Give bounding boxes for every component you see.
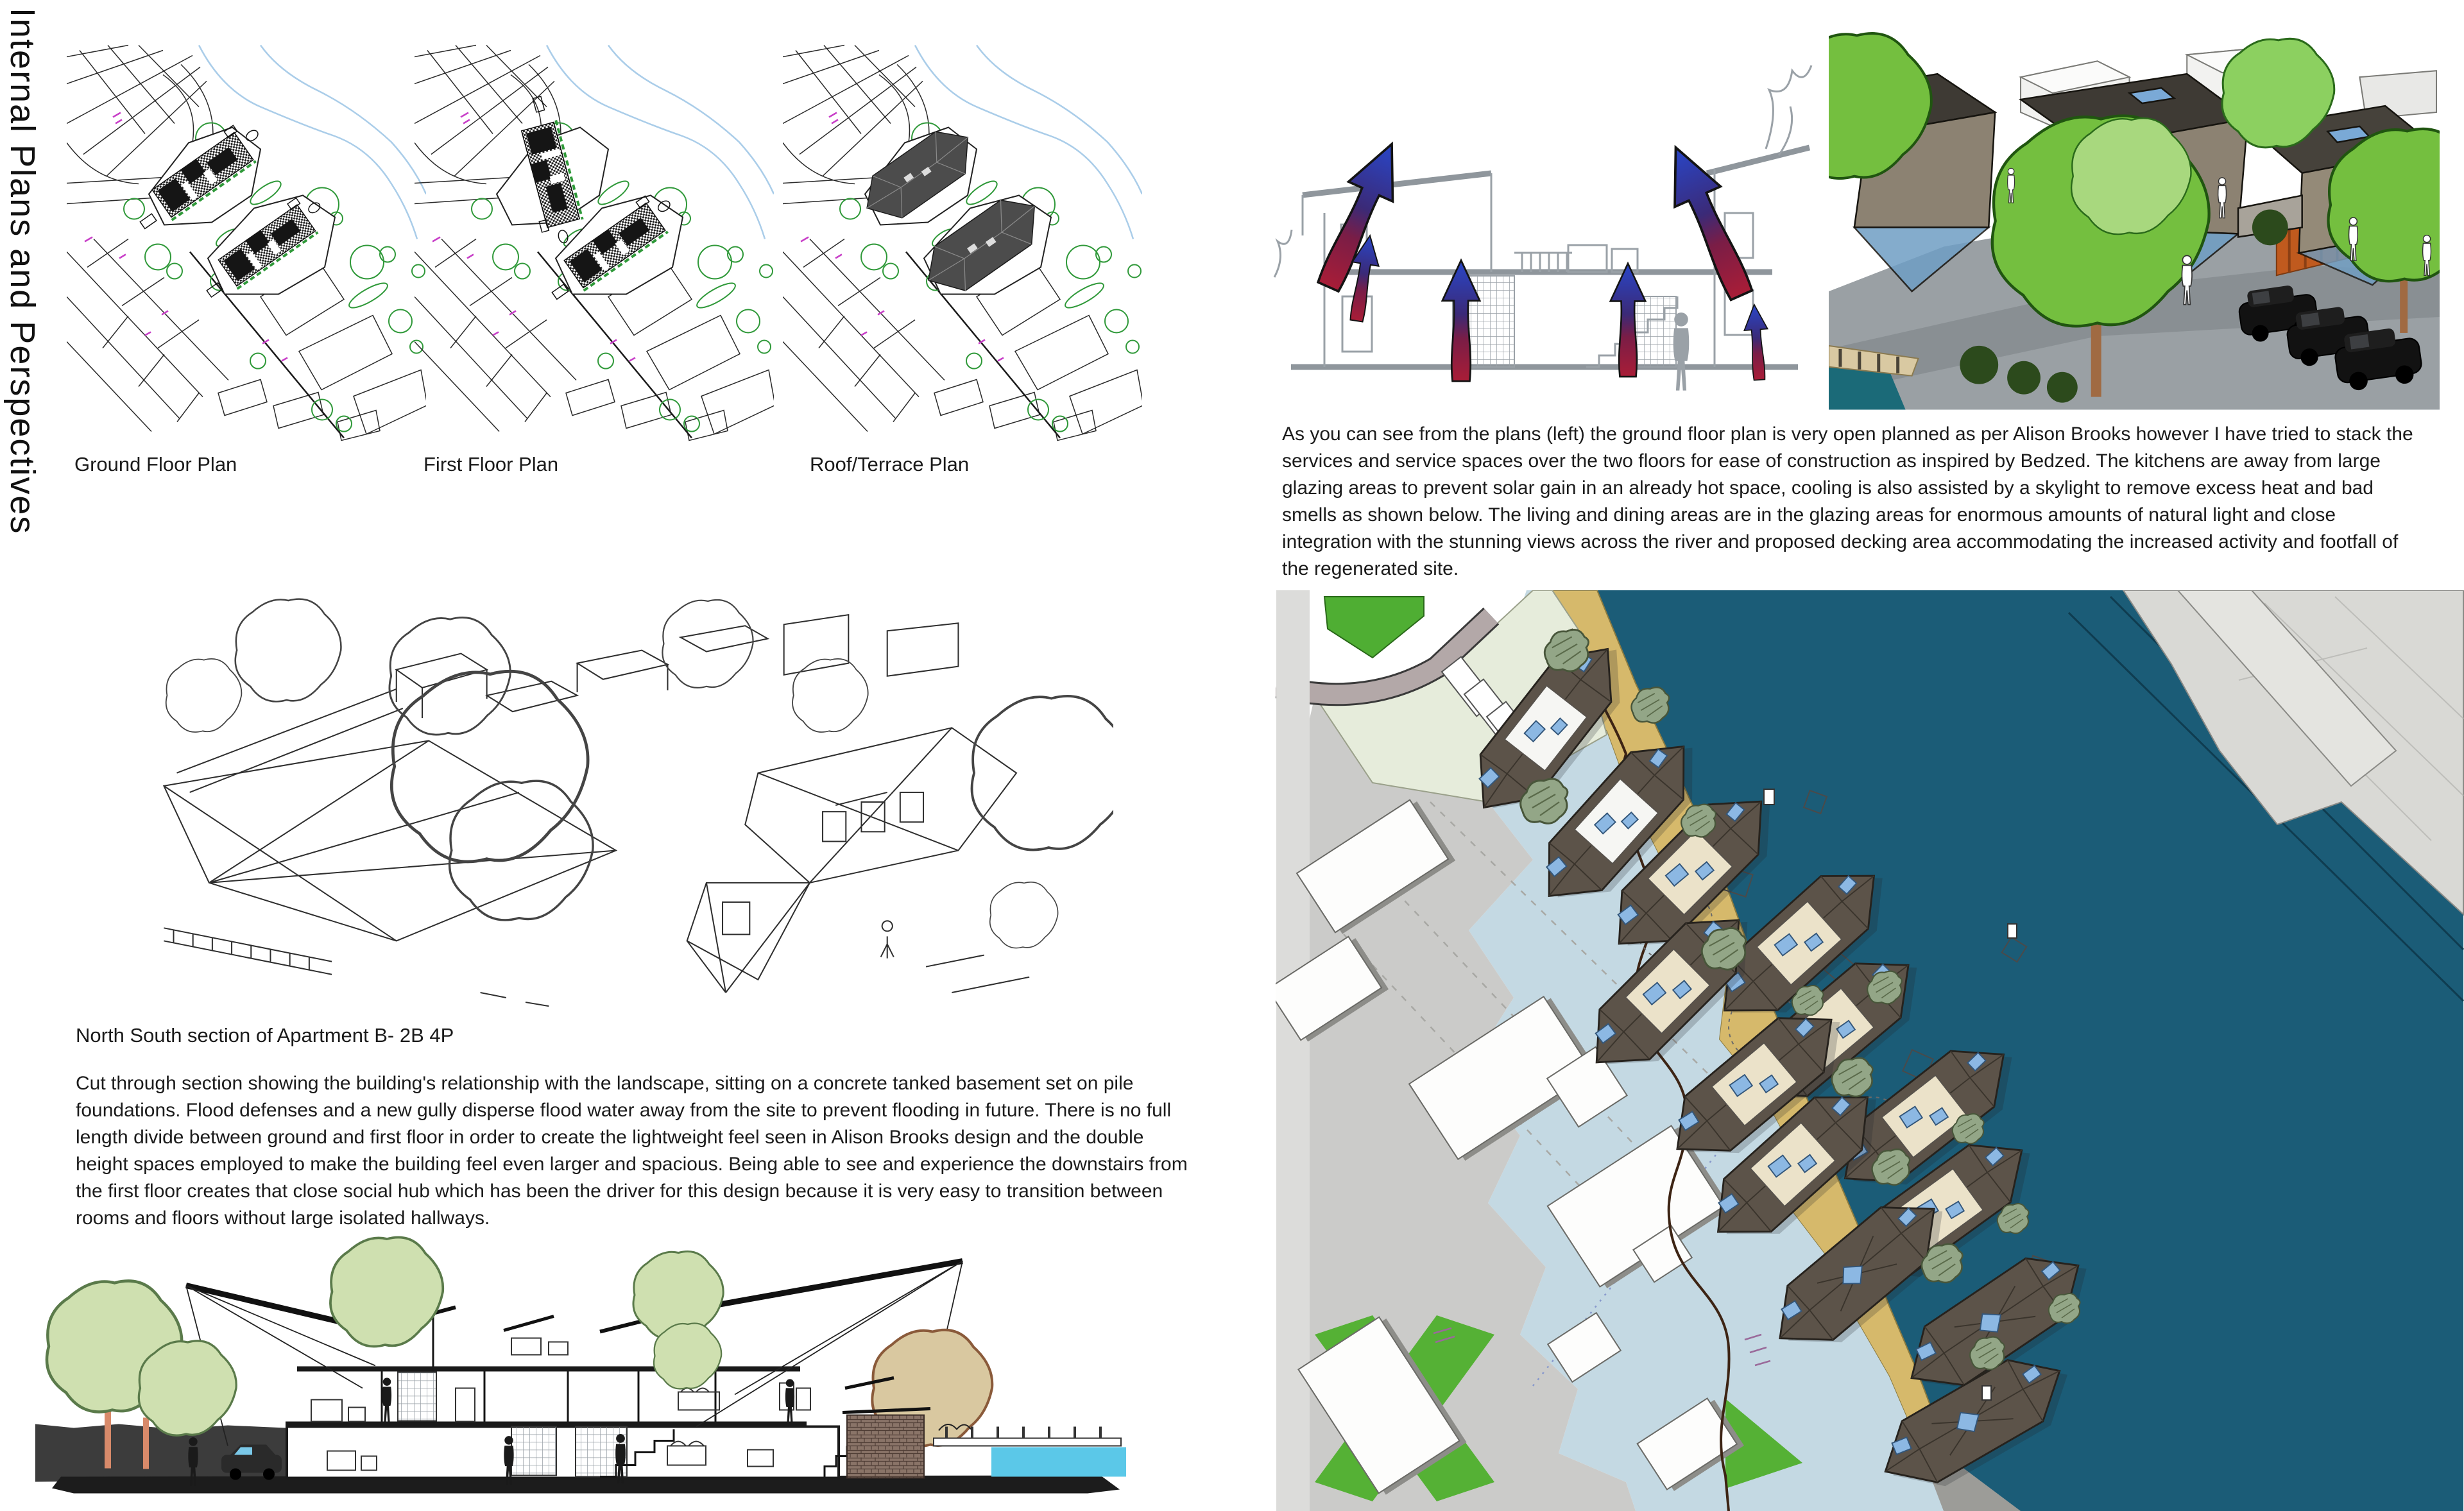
section-description-paragraph: Cut through section showing the building's relationship with the landscape, sitting on a concrete tanked basement set on pile foundations. Flood defenses and a new gully disperse flood water away from the site to prevent flooding in future. There is no full length divide between ground and first floor in order to create the lightweight feel seen in Alison Brooks design and the double height spaces employed to make the building feel even larger and spacious. Being able to see and experience the downstairs from the first floor creates that close social hub which has been the driver for this design because it is very easy to transition between rooms and floors without large isolated hallways. <box>76 1073 1188 1229</box>
page-title: Internal Plans and Perspectives <box>3 8 42 535</box>
aerial-line-sketch-figure <box>125 577 1113 1020</box>
roof-terrace-plan-figure <box>783 44 1142 445</box>
ground-floor-plan-figure <box>67 44 426 445</box>
site-plan-figure <box>1276 590 2464 1511</box>
ventilation-section-figure <box>1265 21 1818 405</box>
caption-first-floor-plan: First Floor Plan <box>424 453 559 475</box>
section-heading: North South section of Apartment B- 2B 4P <box>76 1024 454 1046</box>
plans-description-paragraph: As you can see from the plans (left) the ground floor plan is very open planned as per Alison Brooks however I have tried to stack the services and service spaces over the two floors for ease of construction as inspired by Bedzed. The kitchens are away from large glazing areas to prevent solar gain in an already hot space, cooling is also assisted by a skylight to remove excess heat and bad smells as shown below. The living and dining areas are in the glazing areas for enormous amounts of natural light and close integration with the stunning views across the river and proposed decking area accommodating the increased activity and footfall of the regenerated site. <box>1282 423 2413 579</box>
caption-roof-terrace-plan: Roof/Terrace Plan <box>810 453 970 475</box>
first-floor-plan-figure <box>415 44 774 445</box>
cross-section-figure <box>35 1233 1133 1511</box>
perspective-render-figure <box>1829 14 2440 412</box>
caption-ground-floor-plan: Ground Floor Plan <box>74 453 237 475</box>
